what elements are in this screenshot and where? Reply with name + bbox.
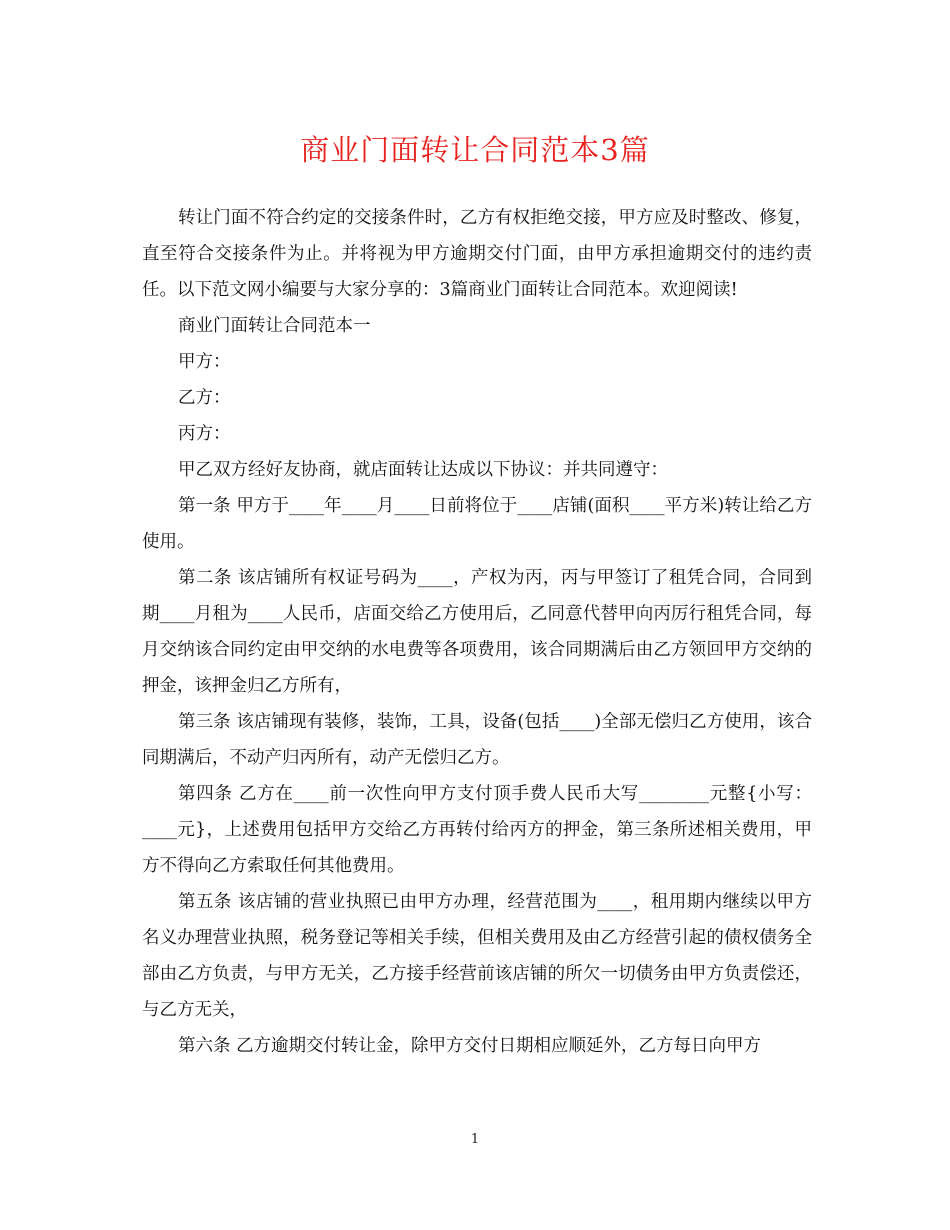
paragraph-party-c: 丙方： (178, 424, 231, 444)
paragraph-agreement-intro: 甲乙双方经好友协商，就店面转让达成以下协议：并共同遵守： (178, 460, 668, 480)
paragraph-article-1: 第一条 甲方于____年____月____日前将位于____店铺(面积____平方米)转让给乙方使用。 (142, 496, 812, 552)
paragraph-article-2: 第二条 该店铺所有权证号码为____，产权为丙，丙与甲签订了租凭合同，合同到期____月租为____人民币，店面交给乙方使用后，乙同意代替甲向丙厉行租凭合同，每月交纳该合同约定由甲交纳的水电费等各项费用，该合同期满后由乙方领回甲方交纳的押金，该押金归乙方所有， (142, 568, 812, 696)
document-title: 商业门面转让合同范本3篇 (300, 133, 650, 167)
paragraph-party-b: 乙方： (178, 388, 231, 408)
page-number: 1 (470, 1132, 480, 1147)
paragraph-intro: 转让门面不符合约定的交接条件时，乙方有权拒绝交接，甲方应及时整改、修复，直至符合交接条件为止。并将视为甲方逾期交付门面，由甲方承担逾期交付的违约责任。以下范文网小编要与大家分享的：3篇商业门面转让合同范本。欢迎阅读! (142, 208, 812, 300)
paragraph-party-a: 甲方： (178, 352, 231, 372)
paragraph-article-6: 第六条 乙方逾期交付转让金，除甲方交付日期相应顺延外，乙方每日向甲方 (178, 1036, 762, 1056)
document-body (142, 200, 812, 1064)
paragraph-article-3: 第三条 该店铺现有装修，装饰，工具，设备(包括____)全部无偿归乙方使用，该合同期满后，不动产归丙所有，动产无偿归乙方。 (142, 712, 812, 768)
paragraph-article-4: 第四条 乙方在____前一次性向甲方支付顶手费人民币大写________元整{小写：____元}，上述费用包括甲方交给乙方再转付给丙方的押金，第三条所述相关费用，甲方不得向乙方索取任何其他费用。 (142, 784, 812, 876)
paragraph-article-5: 第五条 该店铺的营业执照已由甲方办理，经营范围为____，租用期内继续以甲方名义办理营业执照，税务登记等相关手续，但相关费用及由乙方经营引起的债权债务全部由乙方负责，与甲方无关，乙方接手经营前该店铺的所欠一切债务由甲方负责偿还，与乙方无关， (142, 892, 812, 1020)
paragraph-section-heading: 商业门面转让合同范本一 (178, 316, 371, 336)
